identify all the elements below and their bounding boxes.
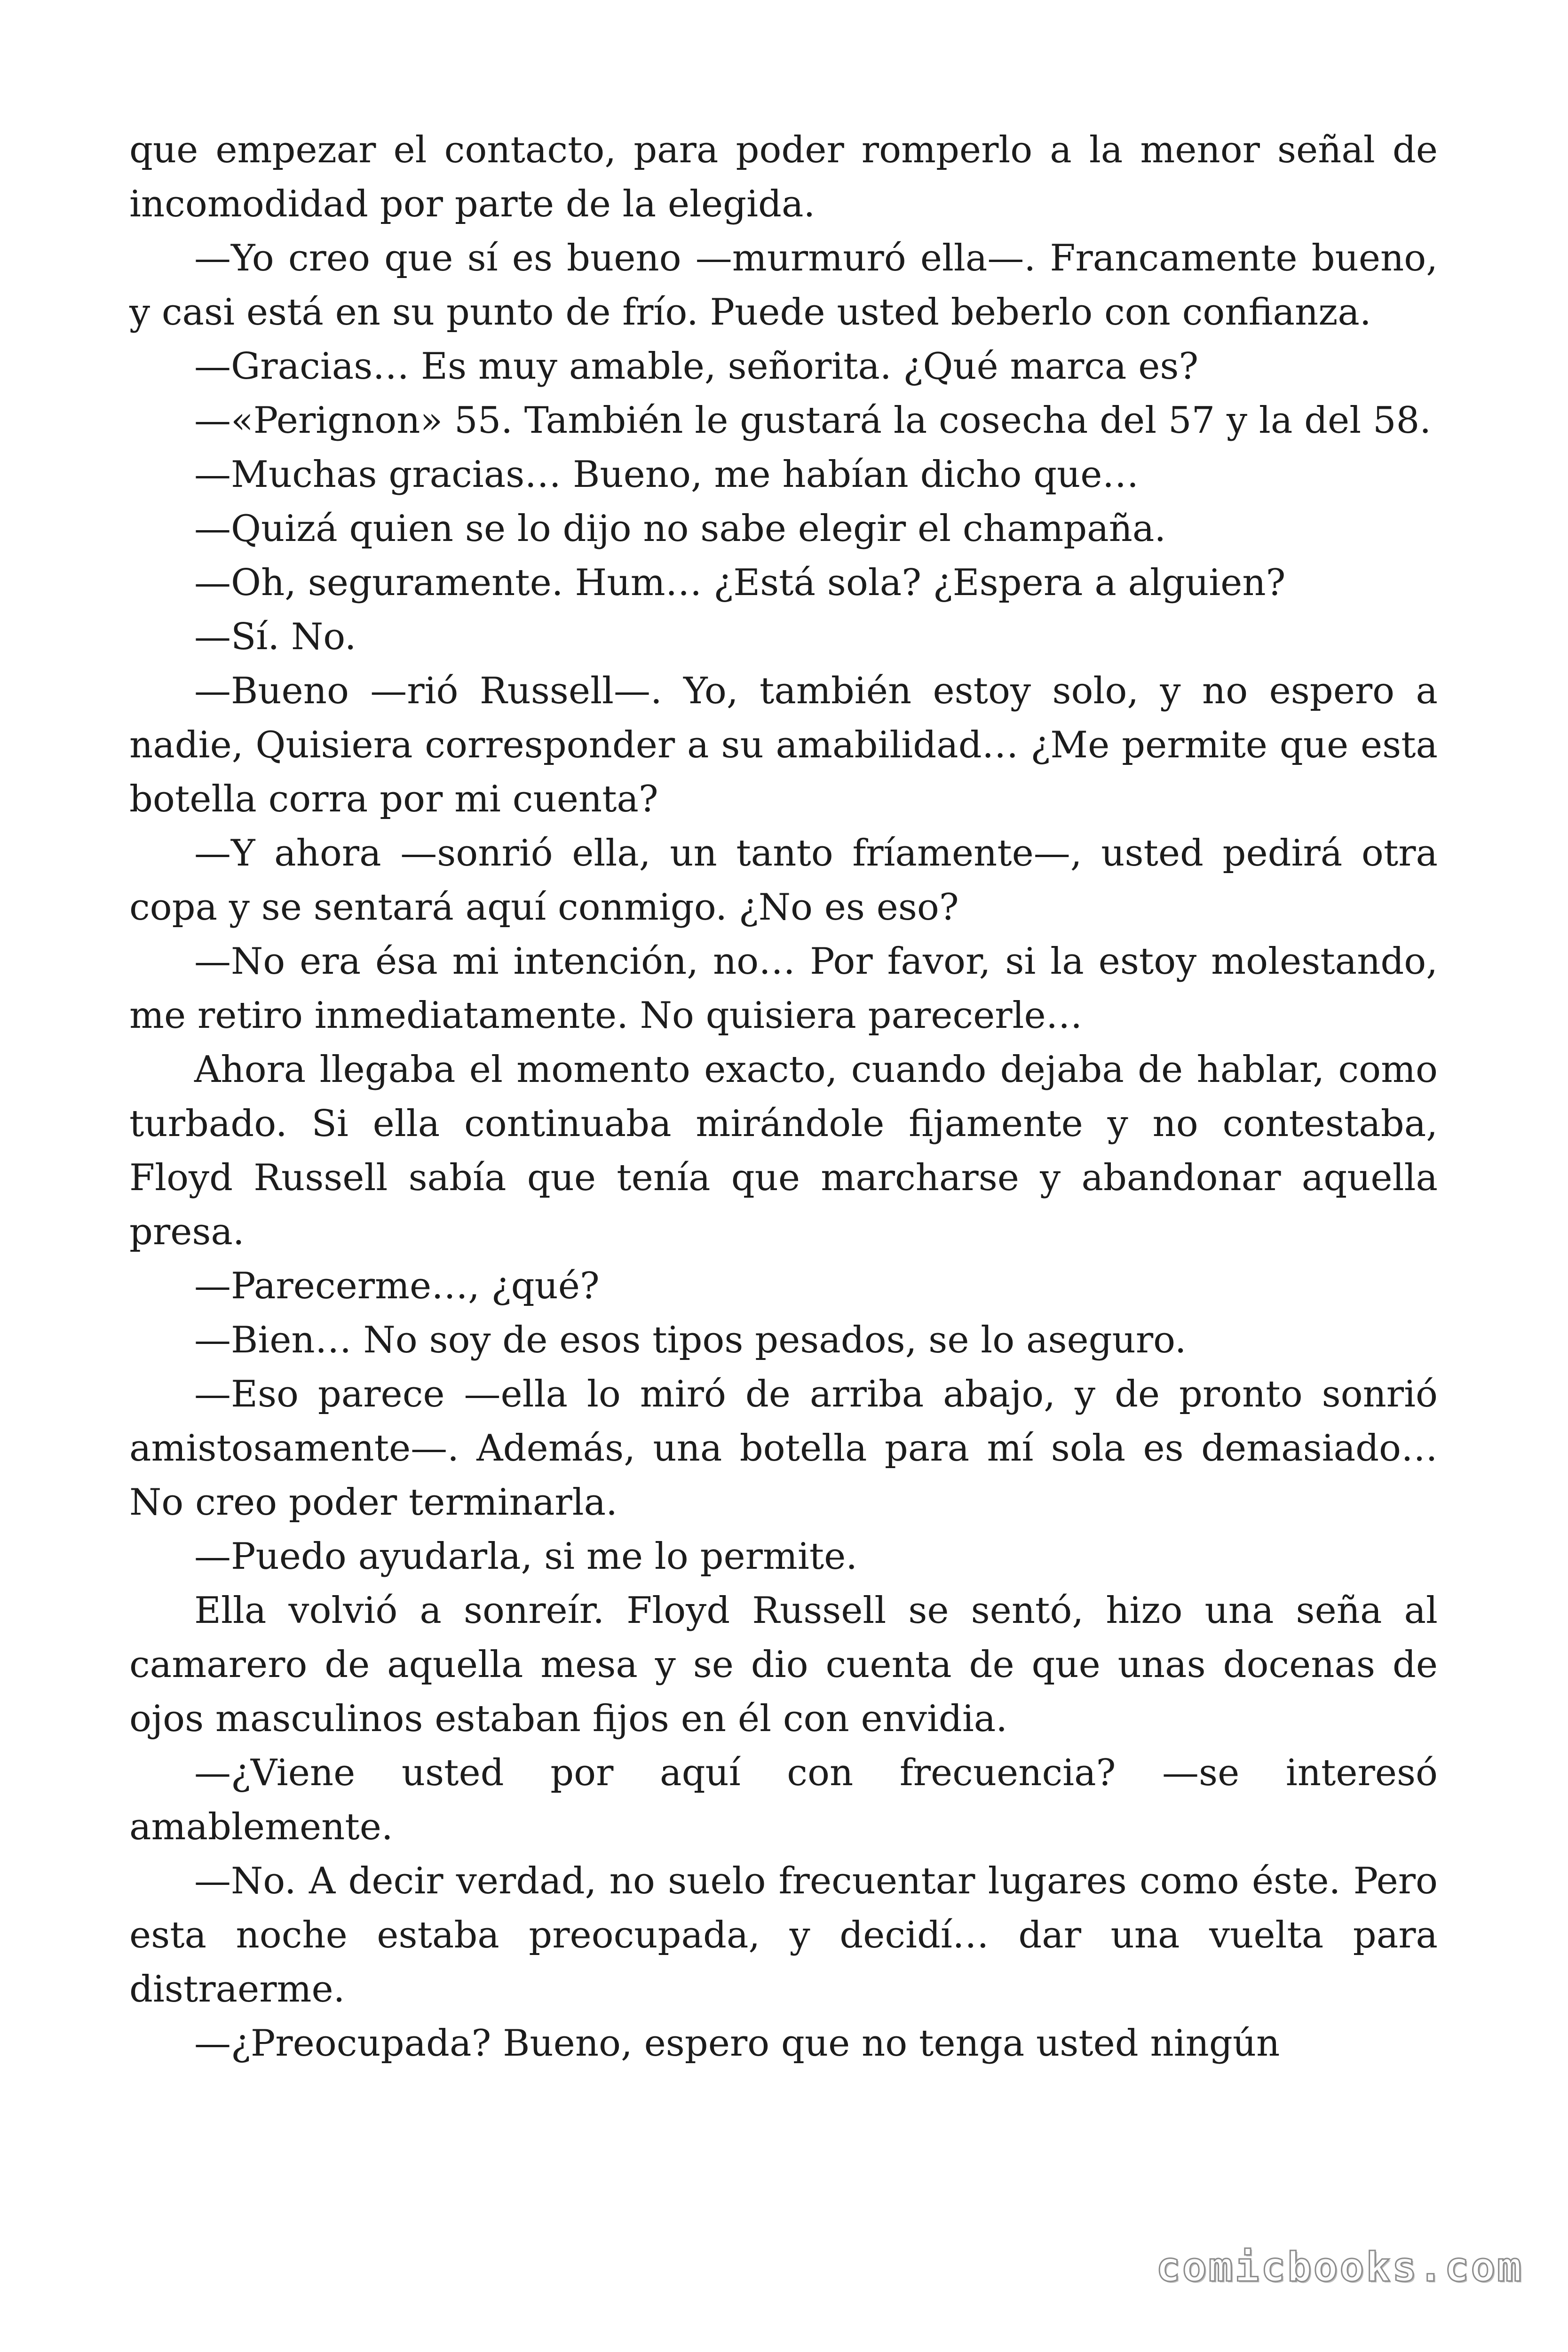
body-text	[129, 123, 1438, 2071]
paragraph-4: —«Perignon» 55. También le gustará la cosecha del 57 y la del 58.	[194, 399, 1431, 442]
paragraph-8: —Sí. No.	[194, 616, 356, 658]
paragraph-5: —Muchas gracias… Bueno, me habían dicho que…	[194, 453, 1139, 496]
paragraph-19: —No. A decir verdad, no suelo frecuentar lugares como éste. Pero esta noche estaba preocupada, y decidí… dar una vuelta para distraerme.	[129, 1860, 1438, 2010]
paragraph-17: Ella volvió a sonreír. Floyd Russell se sentó, hizo una seña al camarero de aquella mesa y se dio cuenta de que unas docenas de ojos masculinos estaban fijos en él con envidia.	[129, 1589, 1438, 1740]
paragraph-3: —Gracias… Es muy amable, señorita. ¿Qué marca es?	[194, 345, 1199, 388]
paragraph-11: —No era ésa mi intención, no… Por favor, si la estoy molestando, me retiro inmediatamente. No quisiera parecerle…	[129, 940, 1438, 1037]
paragraph-13: —Parecerme…, ¿qué?	[194, 1265, 600, 1307]
paragraph-2: —Yo creo que sí es bueno —murmuró ella—. Francamente bueno, y casi está en su punto de frío. Puede usted beberlo con confianza.	[129, 237, 1438, 334]
paragraph-12: Ahora llegaba el momento exacto, cuando dejaba de hablar, como turbado. Si ella continuaba mirándole fijamente y no contestaba, Floyd Russell sabía que tenía que marcharse y abandonar aquella presa.	[129, 1049, 1438, 1253]
paragraph-15: —Eso parece —ella lo miró de arriba abajo, y de pronto sonrió amistosamente—. Además, una botella para mí sola es demasiado… No creo poder terminarla.	[129, 1373, 1438, 1524]
paragraph-18: —¿Viene usted por aquí con frecuencia? —se interesó amablemente.	[129, 1752, 1438, 1848]
paragraph-20: —¿Preocupada? Bueno, espero que no tenga usted ningún	[194, 2022, 1280, 2065]
page-content	[129, 123, 1438, 2071]
paragraph-7: —Oh, seguramente. Hum… ¿Está sola? ¿Espera a alguien?	[194, 562, 1286, 604]
paragraph-16: —Puedo ayudarla, si me lo permite.	[194, 1535, 858, 1578]
paragraph-9: —Bueno —rió Russell—. Yo, también estoy solo, y no espero a nadie, Quisiera corresponder a su amabilidad… ¿Me permite que esta botella corra por mi cuenta?	[129, 670, 1438, 820]
paragraph-1: que empezar el contacto, para poder romperlo a la menor señal de incomodidad por parte de la elegida.	[129, 129, 1438, 225]
paragraph-10: —Y ahora —sonrió ella, un tanto fríamente—, usted pedirá otra copa y se sentará aquí conmigo. ¿No es eso?	[129, 832, 1438, 929]
watermark-logo: comicbooks.com	[1156, 2244, 1523, 2291]
paragraph-14: —Bien… No soy de esos tipos pesados, se lo aseguro.	[194, 1319, 1187, 1361]
paragraph-6: —Quizá quien se lo dijo no sabe elegir el champaña.	[194, 508, 1166, 550]
